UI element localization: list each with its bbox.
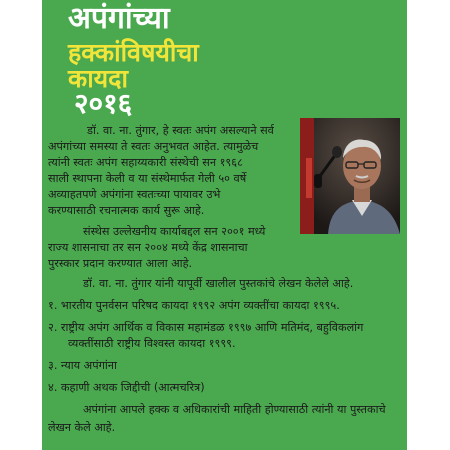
closing-line-2: लेखन केले आहे. (48, 421, 116, 434)
book-list-item-3: ३. न्याय अपंगांना (48, 359, 117, 372)
paragraph-1-line-2: अपंगांच्या समस्या ते स्वतः अनुभवत आहेत. त्यामुळेच (48, 140, 259, 153)
book-list-item-2-cont: व्यक्तींसाठी राष्ट्रीय विश्वस्त कायदा १९९९. (68, 337, 236, 350)
author-photo (300, 118, 400, 234)
paragraph-2-line-2: राज्य शासनाचा तर सन २००४ मध्ये केंद्र शासनाचा (48, 241, 248, 254)
paragraph-1-line-4: साली स्थापना केली व या संस्थेमार्फत गेली ५० वर्षे (48, 172, 247, 185)
paragraph-1-line-5: अव्याहतपणे अपंगांना स्वतःच्या पायावर उभे (48, 188, 221, 201)
title-line-3: कायदा (68, 64, 128, 93)
book-list-item-1: १. भारतीय पुनर्वसन परिषद कायदा १९९२ अपंग व्यक्तींचा कायदा १९९५. (48, 299, 340, 312)
paragraph-1-line-6: करण्यासाठी रचनात्मक कार्य सुरू आहे. (48, 204, 205, 217)
paragraph-1-line-3: त्यांनी स्वतः अपंग सहाय्यकारी संस्थेची सन १९६८ (48, 156, 243, 169)
paragraph-2-line-3: पुरस्कार प्रदान करण्यात आला आहे. (48, 257, 193, 270)
title-line-1: अपंगांच्या (68, 1, 170, 36)
title-year: २०१६ (74, 87, 133, 120)
books-intro: डॉ. वा. ना. तुंगार यांनी यापूर्वी खालील पुस्तकांचे लेखन केलेले आहे. (83, 277, 354, 290)
closing-line-1: अपंगांना आपले हक्क व अधिकारांची माहिती होण्यासाठी त्यांनी या पुस्तकाचे (83, 403, 386, 416)
book-list-item-4: ४. कहाणी अथक जिद्दीची (आत्मचरित्र) (48, 381, 205, 394)
title-line-2: हक्कांविषयीचा (68, 38, 199, 67)
paragraph-2-line-1: संस्थेस उल्लेखनीय कार्याबद्दल सन २००१ मध्ये (83, 225, 266, 238)
paragraph-1-line-1: डॉ. वा. ना. तुंगार, हे स्वतः अपंग असल्याने सर्व (87, 124, 274, 137)
author-portrait-image (300, 118, 400, 234)
book-list-item-2: २. राष्ट्रीय अपंग आर्थिक व विकास महामंडळ १९९७ आणि मतिमंद, बहुविकलांग (48, 321, 364, 334)
book-cover (42, 0, 407, 450)
